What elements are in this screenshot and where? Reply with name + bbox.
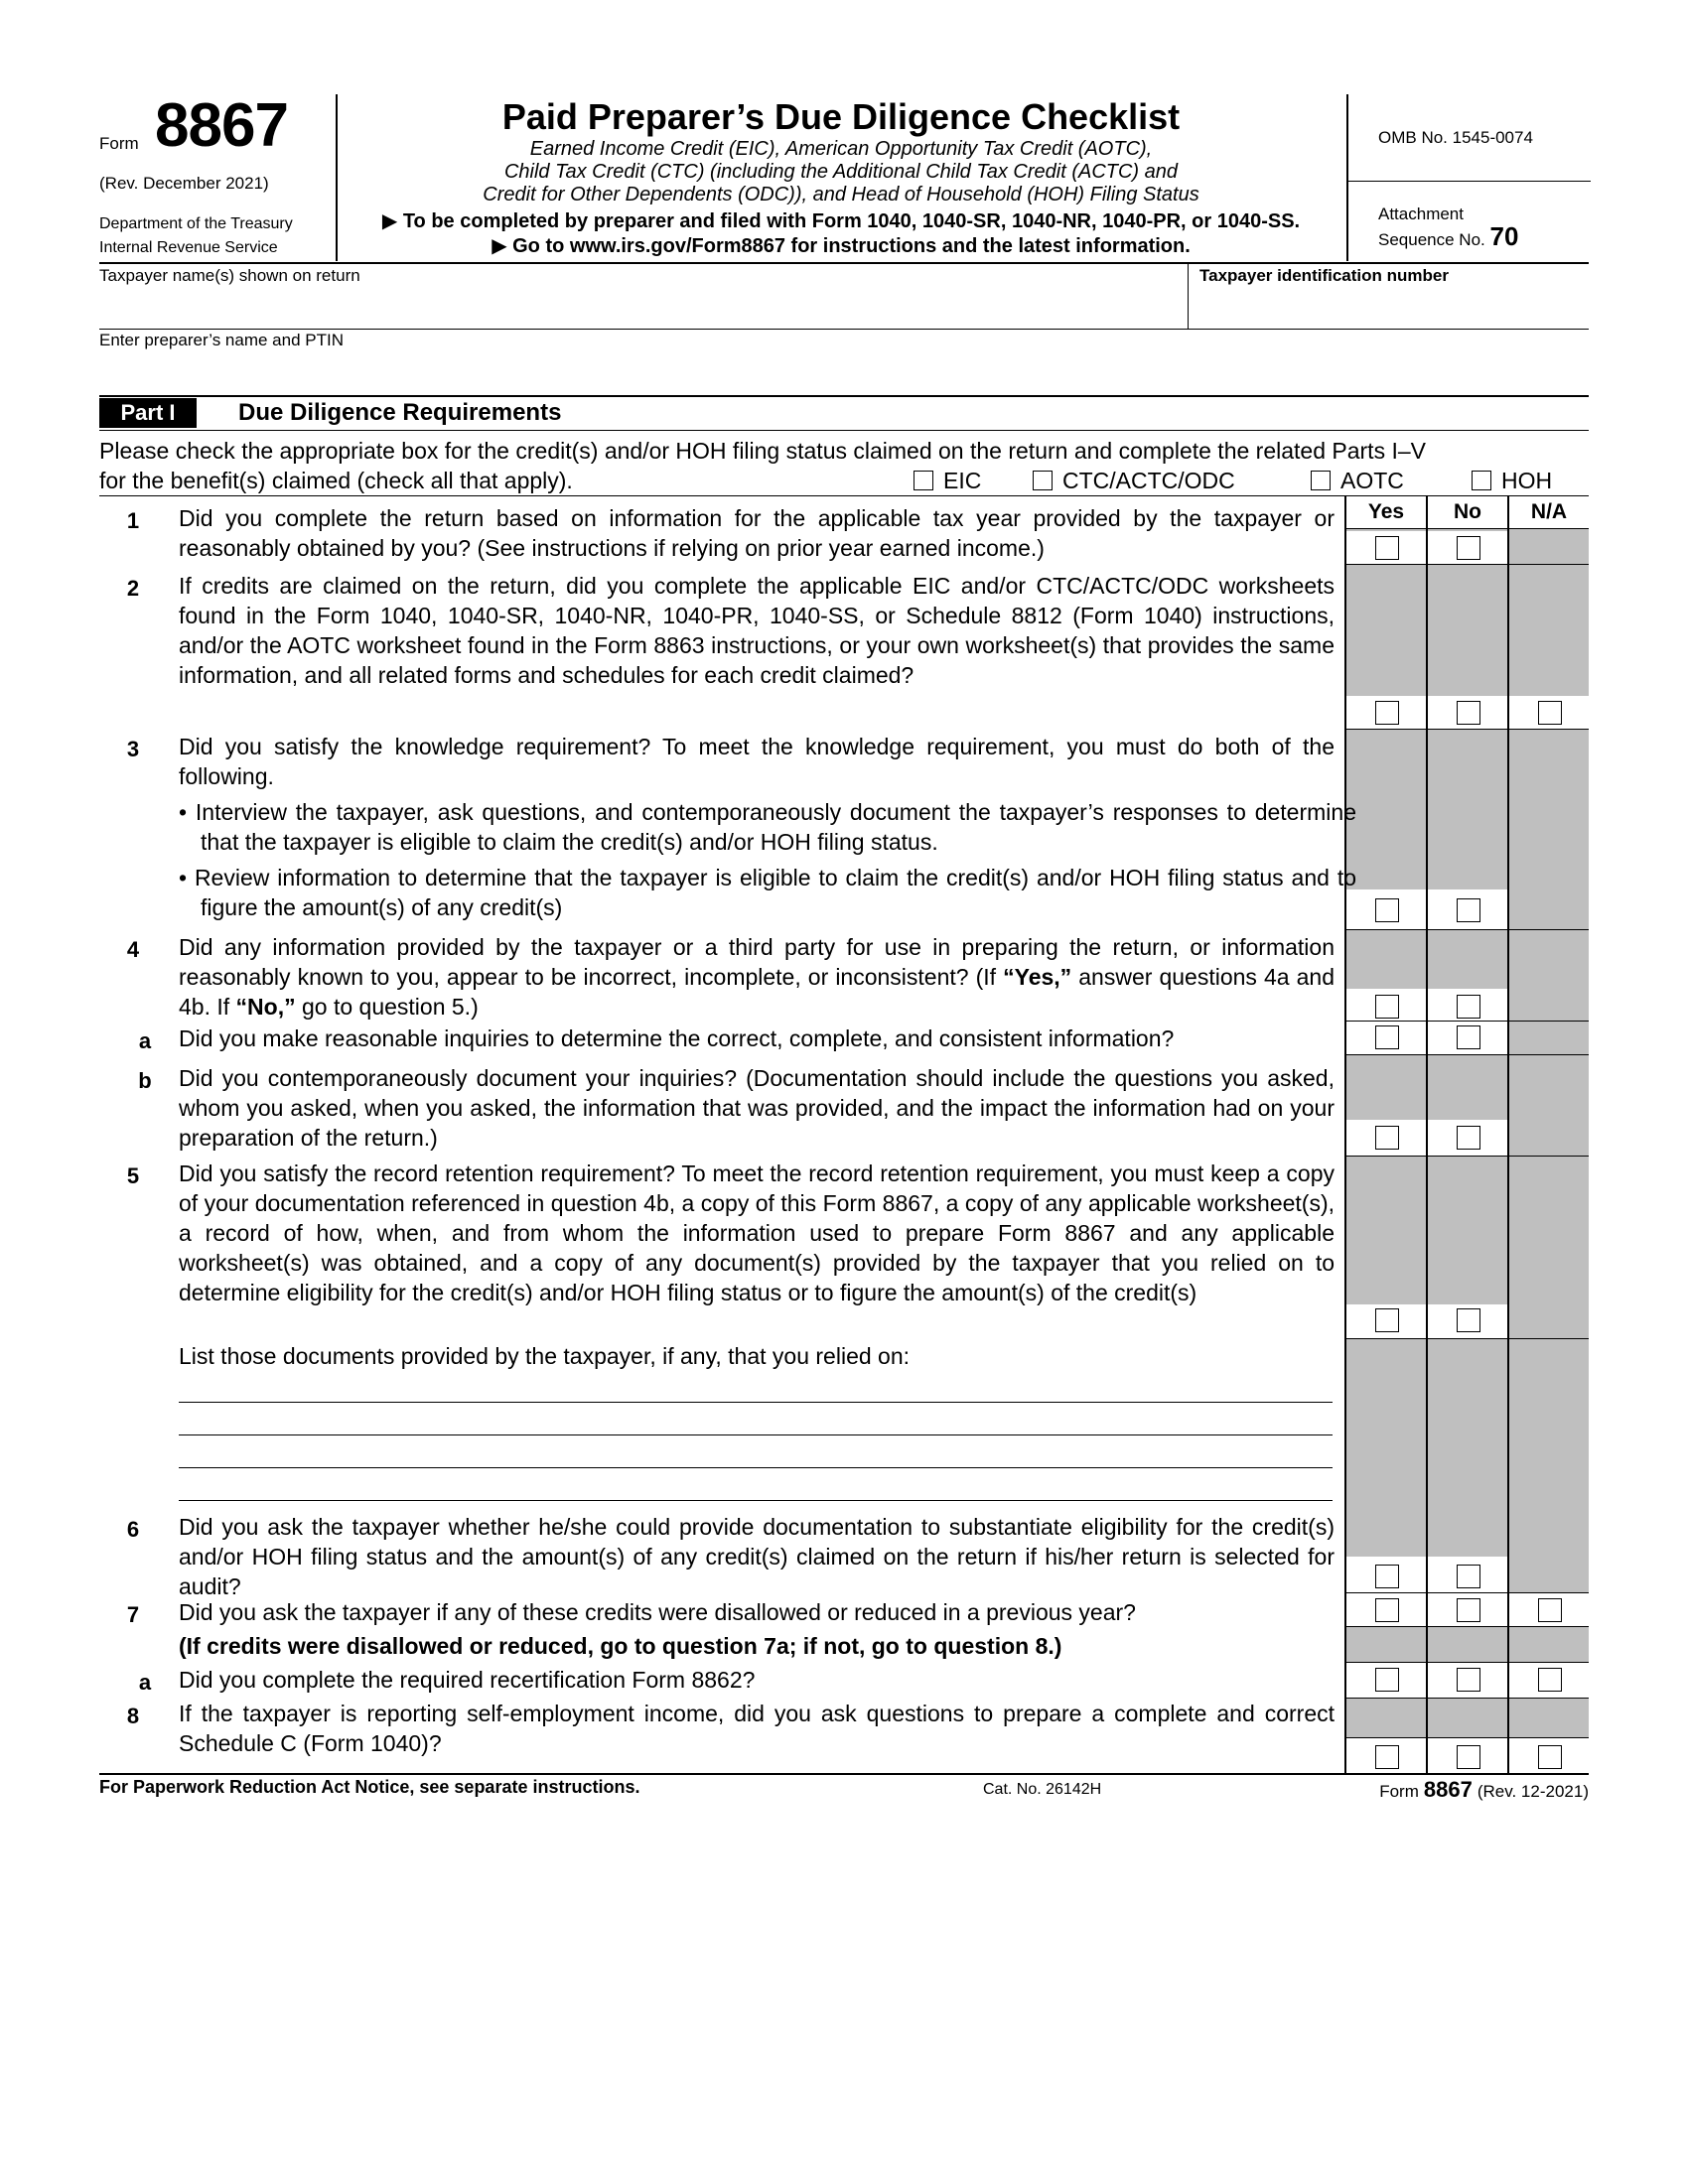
q1-no-checkbox[interactable]: [1457, 536, 1480, 560]
sequence-label: Sequence No.: [1378, 230, 1485, 249]
part1-top-rule: [99, 395, 1589, 397]
q1-number: 1: [126, 508, 140, 533]
q7-number: 7: [126, 1602, 140, 1627]
q7-note: (If credits were disallowed or reduced, go to question 7a; if not, go to question 8.): [179, 1633, 1062, 1659]
documents-line-2[interactable]: [179, 1434, 1333, 1435]
department: Department of the Treasury: [99, 215, 293, 232]
col-yes-header: Yes: [1367, 500, 1405, 523]
q4-text-part-b: answer questions 4a and 4b. If: [179, 964, 1335, 1020]
credit-ctc-label: CTC/ACTC/ODC: [1062, 468, 1235, 493]
col-na-header: N/A: [1530, 500, 1568, 523]
q7-text: Did you ask the taxpayer if any of these credits were disallowed or reduced in a previous year?: [179, 1599, 1136, 1625]
q8-no-checkbox[interactable]: [1457, 1745, 1480, 1769]
q3-number: 3: [126, 737, 140, 761]
q4-no-word: “No,”: [235, 994, 296, 1020]
checkbox-eic[interactable]: [914, 471, 933, 490]
q2-number: 2: [126, 576, 140, 601]
form-subtitle-2: Child Tax Credit (CTC) (including the Additional Child Tax Credit (ACTC) and: [503, 161, 1179, 183]
q4a-no-checkbox[interactable]: [1457, 1025, 1480, 1049]
q2-no-checkbox[interactable]: [1457, 701, 1480, 725]
q4-yes-word: “Yes,”: [1003, 964, 1072, 990]
shade: [1346, 1626, 1589, 1662]
grid-line: [1346, 528, 1589, 529]
shade: [1346, 929, 1589, 989]
form-word: Form: [99, 134, 139, 153]
q3-no-checkbox[interactable]: [1457, 898, 1480, 922]
q7a-na-checkbox[interactable]: [1538, 1668, 1562, 1692]
documents-line-4[interactable]: [179, 1500, 1333, 1501]
part1-title-rule: [99, 430, 1589, 431]
questions-top-rule: [99, 495, 1589, 496]
q4b-text: Did you contemporaneously document your inquiries? (Documentation should include the questions you asked, whom you asked, when you asked, the information that was provided, and the impact the information had on your preparation of the return.): [179, 1065, 1335, 1151]
grid-line: [1346, 1021, 1589, 1022]
q3-bullet-2: • Review information to determine that the taxpayer is eligible to claim the credit(s) and/or HOH filing status and to figure the amount(s) of any credit(s): [179, 865, 1356, 920]
q4a-letter: a: [138, 1028, 152, 1053]
checkbox-ctc[interactable]: [1033, 471, 1053, 490]
q5-no-checkbox[interactable]: [1457, 1308, 1480, 1332]
form-title-block: [338, 94, 1344, 261]
checkbox-hoh[interactable]: [1472, 471, 1491, 490]
taxpayer-id-field[interactable]: [1190, 290, 1587, 326]
shade: [1509, 1304, 1589, 1338]
q2-text: If credits are claimed on the return, did you complete the applicable EIC and/or CTC/ACTC/ODC worksheets found in the Form 1040, 1040-SR, 1040-NR, 1040-PR, 1040-SS, or Schedule 8812 (Form 1040) instructions, and/or the AOTC worksheet found in the Form 8863 instructions, or your own worksheet(s) that provides the same information, and all related forms and schedules for each credit claimed?: [179, 573, 1335, 688]
q5-text: Did you satisfy the record retention requirement? To meet the record retention requirement, you must keep a copy of your documentation referenced in question 4b, a copy of this Form 8867, a copy of any applicable worksheet(s), a record of how, when, and from whom the information used to prepare Form 8867 and any applicable worksheet(s) was obtained, and a copy of any document(s) provided by the taxpayer that you relied on to determine eligibility for the credit(s) and/or HOH filing status or to figure the amount(s) of the credit(s): [179, 1160, 1335, 1305]
q4a-text: Did you make reasonable inquiries to determine the correct, complete, and consistent information?: [179, 1025, 1175, 1051]
q1-yes-checkbox[interactable]: [1375, 536, 1399, 560]
q2-yes-checkbox[interactable]: [1375, 701, 1399, 725]
footer-form-word: Form: [1379, 1782, 1419, 1801]
form-revision: (Rev. December 2021): [99, 174, 269, 193]
grid-line: [1507, 495, 1509, 1774]
website-instruction: ▶ Go to www.irs.gov/Form8867 for instructions and the latest information.: [492, 235, 1191, 257]
part1-intro-line-2: for the benefit(s) claimed (check all that apply).: [99, 468, 573, 493]
q4a-yes-checkbox[interactable]: [1375, 1025, 1399, 1049]
credit-aotc-label: AOTC: [1340, 468, 1404, 493]
q4-text-part-a: Did any information provided by the taxpayer or a third party for use in preparing the return, or information reasonably known to you, appear to be incorrect, incomplete, or inconsistent? (If: [179, 934, 1335, 990]
form-number: 8867: [155, 91, 288, 160]
footer-rule: [99, 1773, 1589, 1775]
shade: [1346, 1054, 1589, 1120]
part1-intro-line-1: Please check the appropriate box for the credit(s) and/or HOH filing status claimed on the return and complete the related Parts I–V: [99, 438, 1426, 464]
shade: [1509, 889, 1589, 929]
taxpayer-id-label: Taxpayer identification number: [1199, 266, 1449, 285]
q4-no-checkbox[interactable]: [1457, 995, 1480, 1019]
omb-number: OMB No. 1545-0074: [1378, 128, 1533, 147]
shade: [1509, 989, 1589, 1021]
q7a-yes-checkbox[interactable]: [1375, 1668, 1399, 1692]
grid-line: [1426, 495, 1428, 1774]
footer-form-number: 8867: [1423, 1777, 1473, 1802]
q8-na-checkbox[interactable]: [1538, 1745, 1562, 1769]
q1-text: Did you complete the return based on information for the applicable tax year provided by the taxpayer or reasonably obtained by you? (See instructions if relying on prior year earned income.): [179, 505, 1335, 561]
grid-line: [1346, 1054, 1589, 1055]
taxpayer-name-label: Taxpayer name(s) shown on return: [99, 266, 360, 285]
preparer-field[interactable]: [99, 353, 1589, 393]
q4-text-part-c: go to question 5.): [295, 994, 479, 1020]
grid-line: [1346, 729, 1589, 730]
q4-yes-checkbox[interactable]: [1375, 995, 1399, 1019]
shade: [1509, 1557, 1589, 1592]
documents-line-1[interactable]: [179, 1402, 1333, 1403]
shade: [1346, 565, 1589, 696]
credit-hoh[interactable]: [1472, 469, 1552, 492]
q8-yes-checkbox[interactable]: [1375, 1745, 1399, 1769]
footer-form-id: [1346, 1777, 1589, 1803]
q4b-letter: b: [138, 1068, 152, 1093]
grid-line: [1346, 1698, 1589, 1699]
sequence-number: 70: [1489, 221, 1519, 251]
grid-line: [1346, 1156, 1589, 1157]
q3-yes-checkbox[interactable]: [1375, 898, 1399, 922]
omb-block: [1346, 94, 1591, 261]
grid-line: [1344, 495, 1346, 1774]
catalog-number: Cat. No. 26142H: [983, 1781, 1102, 1798]
q7-no-checkbox[interactable]: [1457, 1598, 1480, 1622]
q5-number: 5: [126, 1163, 140, 1188]
q2-na-checkbox[interactable]: [1538, 701, 1562, 725]
shade: [1346, 1338, 1589, 1557]
credit-eic[interactable]: [914, 469, 981, 492]
credit-ctc[interactable]: [1033, 469, 1235, 492]
shade: [1346, 729, 1589, 889]
col-no-header: No: [1454, 500, 1481, 523]
documents-line-3[interactable]: [179, 1467, 1333, 1468]
q3-bullet-1: • Interview the taxpayer, ask questions, and contemporaneously document the taxpayer’s responses to determine that the taxpayer is eligible to claim the credit(s) and/or HOH filing status.: [179, 799, 1356, 855]
q8-text: If the taxpayer is reporting self-employment income, did you ask questions to prepare a complete and correct Schedule C (Form 1040)?: [179, 1701, 1335, 1756]
attachment-label: Attachment: [1378, 205, 1464, 223]
q5-yes-checkbox[interactable]: [1375, 1308, 1399, 1332]
checkbox-aotc[interactable]: [1311, 471, 1331, 490]
agency-block: [99, 212, 293, 260]
q4b-yes-checkbox[interactable]: [1375, 1126, 1399, 1150]
part1-title: Due Diligence Requirements: [238, 399, 562, 426]
q6-text: Did you ask the taxpayer whether he/she could provide documentation to substantiate eligibility for the credit(s) and/or HOH filing status and the amount(s) of any credit(s) claimed on the return if his/her return is selected for audit?: [179, 1514, 1335, 1599]
grid-line: [1346, 1592, 1589, 1593]
header-bottom-rule: [99, 262, 1589, 264]
q8-number: 8: [126, 1704, 140, 1728]
taxpayer-name-field[interactable]: [99, 290, 1186, 326]
q4b-no-checkbox[interactable]: [1457, 1126, 1480, 1150]
q7-na-checkbox[interactable]: [1538, 1598, 1562, 1622]
footer-form-rev: (Rev. 12-2021): [1477, 1782, 1589, 1801]
grid-line: [1346, 1626, 1589, 1627]
attachment-sequence: [1378, 204, 1518, 251]
shade: [1509, 1120, 1589, 1156]
shade: [1346, 1698, 1589, 1737]
form-subtitle-3: Credit for Other Dependents (ODC)), and Head of Household (HOH) Filing Status: [483, 184, 1199, 205]
service: Internal Revenue Service: [99, 239, 278, 256]
q4-number: 4: [126, 937, 140, 962]
credit-hoh-label: HOH: [1501, 468, 1553, 493]
part1-badge: Part I: [99, 398, 197, 428]
form-id-block: [99, 91, 338, 261]
q4-text: [179, 932, 1335, 1022]
name-row-rule: [99, 329, 1589, 330]
q7a-letter: a: [138, 1670, 152, 1695]
form-subtitle-1: Earned Income Credit (EIC), American Opportunity Tax Credit (AOTC),: [529, 138, 1153, 160]
grid-line: [1346, 1338, 1589, 1339]
shade: [1509, 528, 1589, 564]
grid-line: [1346, 1737, 1589, 1738]
q6-no-checkbox[interactable]: [1457, 1565, 1480, 1588]
q7a-text: Did you complete the required recertification Form 8862?: [179, 1667, 756, 1693]
omb-divider: [1348, 181, 1591, 182]
q7a-no-checkbox[interactable]: [1457, 1668, 1480, 1692]
q6-number: 6: [126, 1517, 140, 1542]
grid-line: [1346, 564, 1589, 565]
q5-list-prompt: List those documents provided by the taxpayer, if any, that you relied on:: [179, 1343, 911, 1369]
q7-yes-checkbox[interactable]: [1375, 1598, 1399, 1622]
form-title: Paid Preparer’s Due Diligence Checklist: [501, 96, 1181, 137]
credit-aotc[interactable]: [1311, 469, 1404, 492]
field-divider: [1188, 263, 1189, 329]
q6-yes-checkbox[interactable]: [1375, 1565, 1399, 1588]
shade: [1509, 1021, 1589, 1054]
q3-text: Did you satisfy the knowledge requirement? To meet the knowledge requirement, you must do both of the following.: [179, 734, 1335, 789]
grid-line: [1346, 1662, 1589, 1663]
paperwork-notice: For Paperwork Reduction Act Notice, see separate instructions.: [99, 1777, 640, 1797]
credit-eic-label: EIC: [943, 468, 982, 493]
filing-instruction: ▶ To be completed by preparer and filed with Form 1040, 1040-SR, 1040-NR, 1040-PR, or 1040-SS.: [381, 210, 1301, 232]
grid-line: [1346, 929, 1589, 930]
shade: [1346, 1156, 1589, 1304]
preparer-label: Enter preparer’s name and PTIN: [99, 331, 344, 349]
